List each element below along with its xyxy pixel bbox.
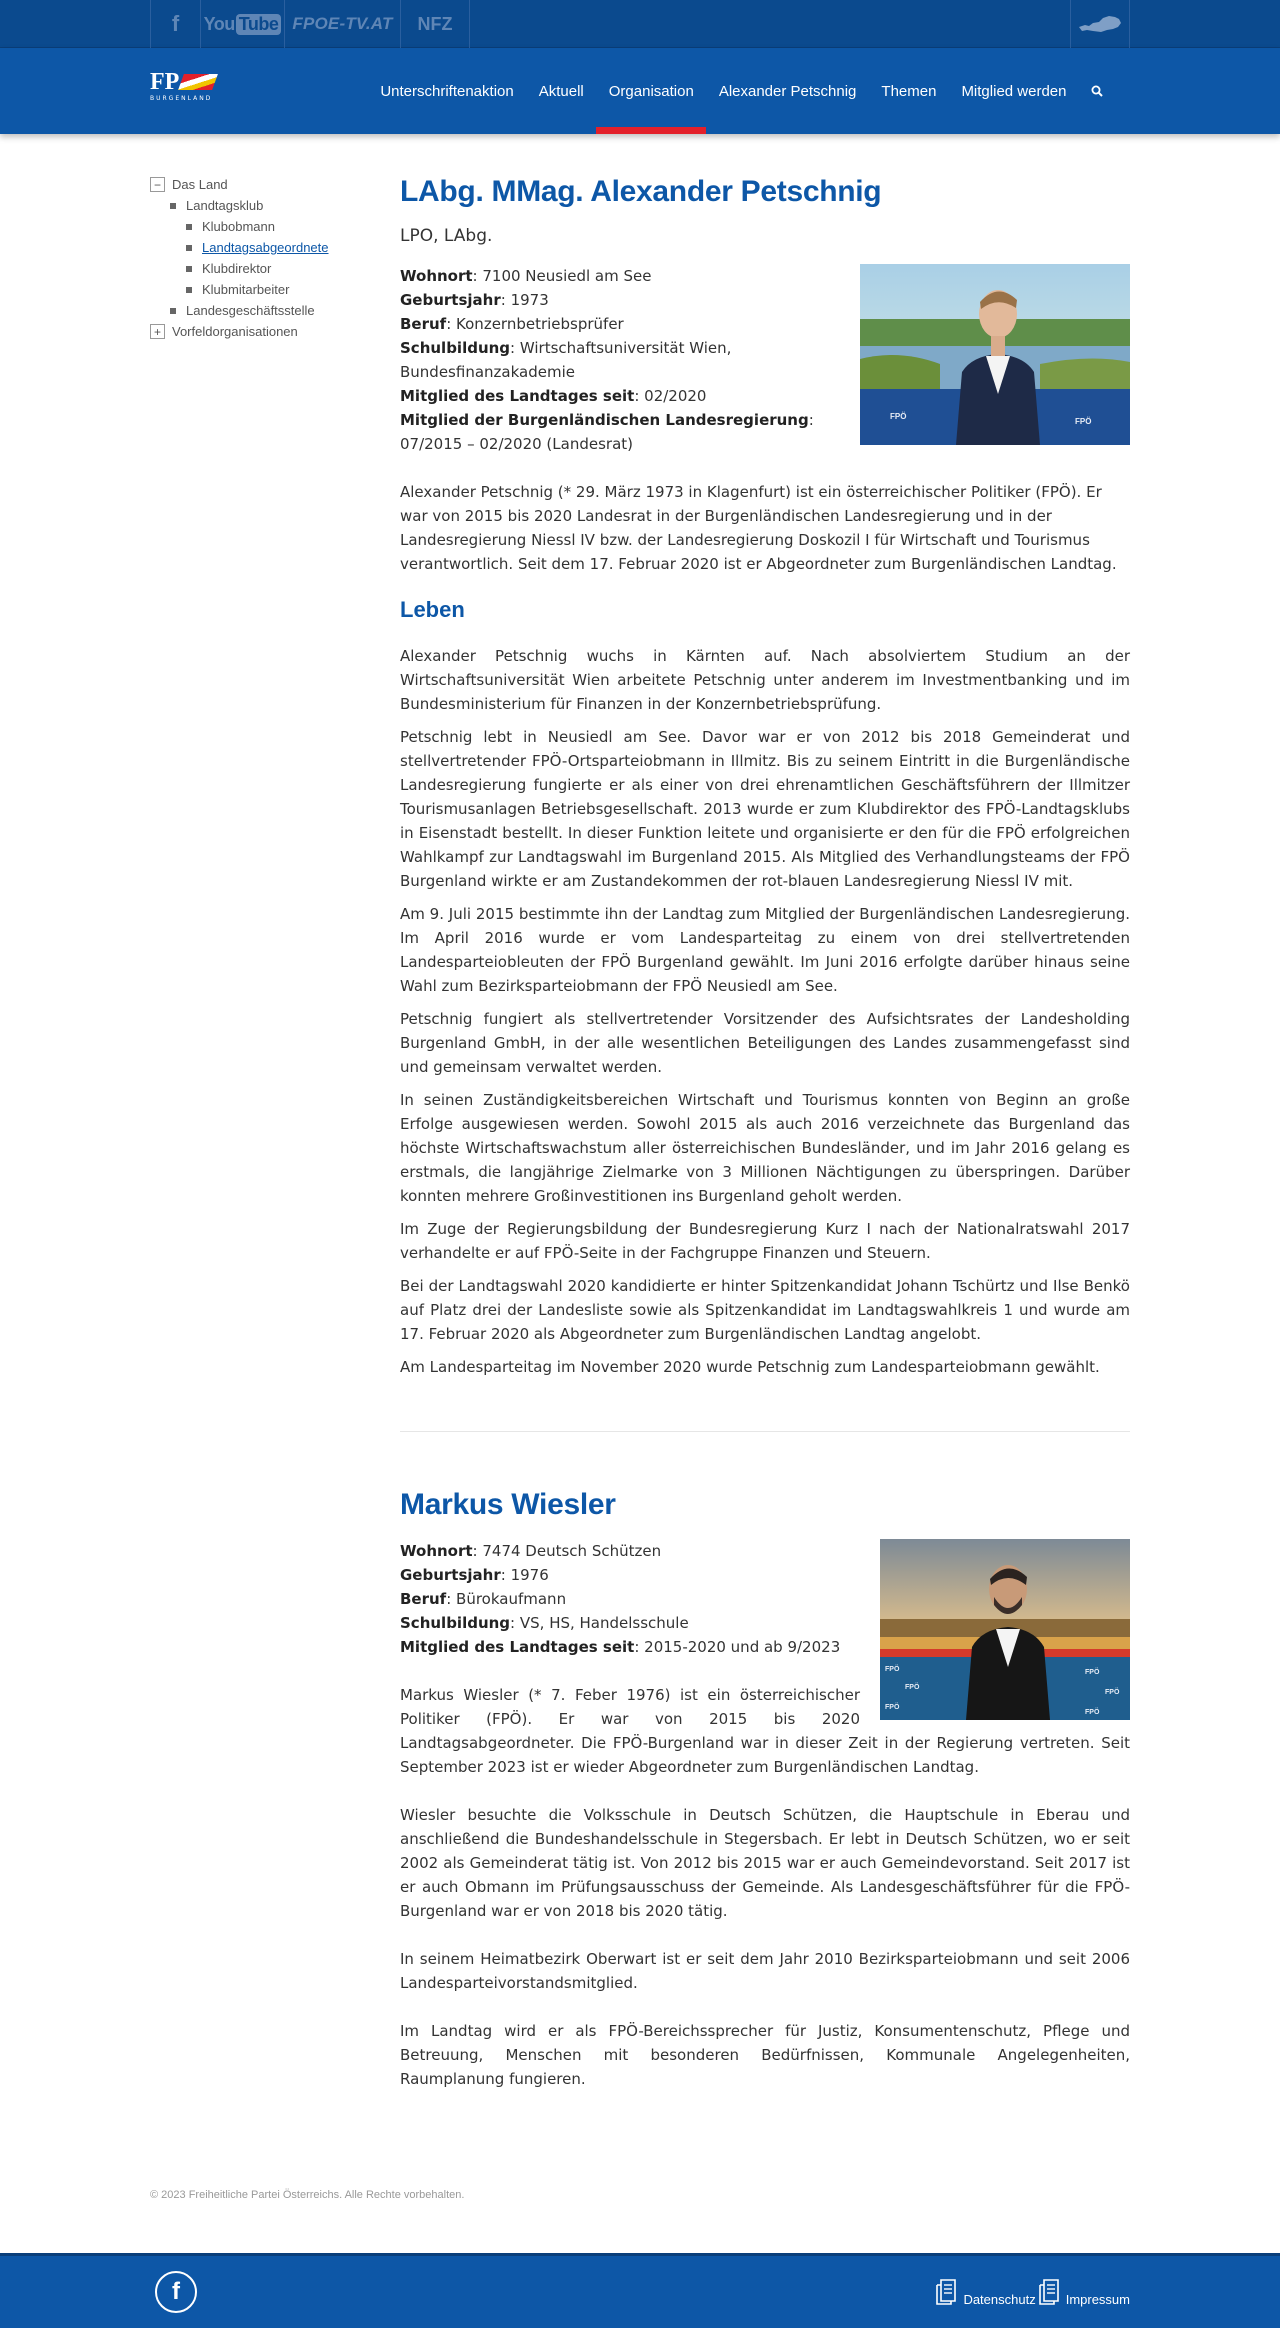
fact-value: : 7474 Deutsch Schützen [472,1542,662,1560]
austria-map-icon[interactable] [1070,0,1130,48]
leben-paragraph: In seinen Zuständigkeitsbereichen Wirtschaft und Tourismus konnten von Beginn an große Erfolge ausgewiesen werden. Sowohl 2015 als auch 2016 verzeichnete das Burgenland das höchste Wirtschaftswachstum aller österreichischen Bundesländer, und im Jahr 2016 gelang es erstmals, die langjährige Zielmarke von 3 Millionen Nächtigungen zu überspringen. Darüber konnten mehrere Großinvestitionen ins Burgenland geholt werden. [400,1091,1130,1205]
person2-paragraph: Wiesler besuchte die Volksschule in Deutsch Schützen, die Hauptschule in Eberau und anschließend die Bundeshandelsschule in Stegersbach. Er lebt in Deutsch Schützen, wo er seit 2002 als Gemeinderat tätig ist. Von 2012 bis 2015 war er auch Gemeindevorstand. Seit 2017 ist er auch Obmann im Prüfungsausschuss der Gemeinde. Als Landesgeschäftsführer für die FPÖ-Burgenland war er von 2018 bis 2020 tätig. [400,1806,1130,1920]
leben-paragraph: Petschnig lebt in Neusiedl am See. Davor war er von 2012 bis 2018 Gemeinderat und stellvertretender FPÖ-Ortsparteiobmann in Illmitz. Bis zu seinem Eintritt in die Burgenländische Landesregierung fungierte er als einer von drei ehrenamtlichen Geschäftsführern der Illmitzer Tourismusanlagen Betriebsgesellschaft. 2013 wurde er zum Klubdirektor des FPÖ-Landtagsklubs in Eisenstadt bestellt. In dieser Funktion leitete und organisierte er den für die FPÖ erfolgreichen Wahlkampf zur Landtagswahl im Burgenland 2015. Als Mitglied des Verhandlungsteams der FPÖ Burgenland wirkte er am Zustandekommen der rot-blauen Landesregierung Niessl IV mit. [400,728,1130,890]
sidebar-item-landtagsklub[interactable] [150,195,400,216]
nav-item-unterschriftenaktion[interactable]: Unterschriftenaktion [380,82,514,100]
footer-facebook-icon[interactable]: f [155,2271,197,2313]
social-links [150,0,470,48]
person2-profile [400,1539,1130,1779]
bullet-icon [170,308,176,314]
fact-label: Wohnort [400,1542,473,1560]
bullet-icon [186,287,192,293]
main-navigation [0,48,1280,134]
logo-flag [178,74,218,90]
bullet-icon [186,245,192,251]
fact-value: : Bürokaufmann [446,1590,567,1608]
sidebar-item-label: Landtagsklub [186,198,264,213]
svg-text:FPÖ: FPÖ [1105,1689,1120,1696]
person2-paragraph: In seinem Heimatbezirk Oberwart ist er seit dem Jahr 2010 Bezirksparteiobmann und seit 2006 Landesparteivorstandsmitglied. [400,1950,1130,1992]
portrait-photo-petschnig [860,264,1130,445]
fact-value: : 7100 Neusiedl am See [472,267,652,285]
sidebar-item-label: Klubmitarbeiter [202,282,290,297]
footer [0,2253,1280,2328]
search-icon[interactable] [1079,48,1115,134]
logo-mark [150,70,215,94]
sidebar-item-vorfeldorganisationen[interactable] [150,321,400,342]
svg-text:FPÖ: FPÖ [885,1666,900,1673]
leben-paragraph: Alexander Petschnig wuchs in Kärnten auf. Nach absolviertem Studium an der Wirtschaftsuniversität Wien arbeitete Petschnig unter anderem im Investmentbanking und im Bundesministerium für Finanzen in der Konzernbetriebsprüfung. [400,647,1130,713]
fact-label: Geburtsjahr [400,1566,501,1584]
facebook-icon[interactable]: f [150,0,200,48]
sidebar-item-label: Das Land [172,177,228,192]
copyright-text: © 2023 Freiheitliche Partei Österreichs. Alle Rechte vorbehalten. [150,2189,465,2201]
nav-item-alexander-petschnig[interactable]: Alexander Petschnig [718,82,857,100]
svg-text:FPÖ: FPÖ [885,1704,900,1711]
top-bar [0,0,1280,48]
svg-text:FPÖ: FPÖ [1075,417,1092,426]
leben-paragraph: Am Landesparteitag im November 2020 wurde Petschnig zum Landesparteiobmann gewählt. [400,1358,1100,1376]
portrait-image [860,264,1130,445]
austria-map-icon-svg [1077,13,1123,35]
fact-value: : 02/2020 [634,387,707,405]
sidebar-item-label: Klubobmann [202,219,275,234]
section-divider [400,1431,1130,1432]
svg-text:FPÖ: FPÖ [890,412,907,421]
sidebar-item-klubobmann[interactable] [150,216,400,237]
svg-text:FPÖ: FPÖ [1085,1669,1100,1676]
logo-subtitle: BURGENLAND [150,95,213,102]
footer-links [933,2277,1130,2307]
fact-schulbildung [400,336,790,384]
footer-link-label: Datenschutz [963,2292,1036,2307]
fact-value: : 1973 [500,291,549,309]
sidebar-item-das-land[interactable] [150,174,400,195]
sidebar-item-label: Klubdirektor [202,261,272,276]
fact-value: : VS, HS, Handelsschule [510,1614,689,1632]
collapse-icon[interactable]: − [150,177,165,192]
search-icon-svg [1091,85,1103,97]
nav-item-mitglied-werden[interactable]: Mitglied werden [961,82,1067,100]
fact-label: Schulbildung [400,339,511,357]
document-icon [1036,2277,1066,2307]
nav-item-aktuell[interactable]: Aktuell [538,82,584,100]
sidebar-item-landesgeschaeftsstelle[interactable] [150,300,400,321]
bullet-icon [186,266,192,272]
youtube-tube: Tube [236,14,282,35]
expand-icon[interactable]: + [150,324,165,339]
fpoe-tv-link[interactable]: FPOE-TV.AT [284,0,400,48]
bullet-icon [186,224,192,230]
nav-menu [368,48,1115,134]
leben-paragraph: Am 9. Juli 2015 bestimmte ihn der Landtag zum Mitglied der Burgenländischen Landesregierung. Im April 2016 wurde er vom Landesparteitag zu einem von drei stellvertretenden Landesparteiobleuten der FPÖ Burgenland gewählt. Im Juni 2016 erfolgte darüber hinaus seine Wahl zum Bezirksparteiobmann der FPÖ Neusiedl am See. [400,905,1130,995]
sidebar-tree [150,174,400,2091]
leben-paragraph: Bei der Landtagswahl 2020 kandidierte er hinter Spitzenkandidat Johann Tschürtz und Ilse Benkö auf Platz drei der Landesliste sowie als Spitzenkandidat im Landtagswahlkreis 1 und wurde am 17. Februar 2020 als Abgeordneter zum Burgenländischen Landtag angelobt. [400,1277,1130,1343]
fact-value: : 1976 [500,1566,549,1584]
footer-link-label: Impressum [1065,2292,1130,2307]
footer-link-impressum[interactable] [1036,2277,1130,2307]
fact-label: Beruf [400,315,447,333]
svg-text:FPÖ: FPÖ [905,1684,920,1691]
sidebar-item-klubdirektor[interactable] [150,258,400,279]
fact-label: Schulbildung [400,1614,511,1632]
svg-text:FPÖ: FPÖ [1085,1709,1100,1716]
main-content [400,174,1130,2091]
section-heading-leben: Leben [400,597,465,622]
fpoe-burgenland-logo[interactable] [150,48,215,134]
sidebar-item-label: Landesgeschäftsstelle [186,303,315,318]
sidebar-item-klubmitarbeiter[interactable] [150,279,400,300]
fact-label: Mitglied des Landtages seit [400,387,635,405]
leben-paragraph: Petschnig fungiert als stellvertretender Vorsitzender des Aufsichtsrates der Landesholding Burgenland GmbH, in der alle wesentlichen Beteiligungen des Landes zusammengefasst sind und gemeinsam verwaltet werden. [400,1010,1130,1076]
footer-link-datenschutz[interactable] [933,2277,1035,2307]
person2-paragraph: Im Landtag wird er als FPÖ-Bereichssprecher für Justiz, Konsumentenschutz, Pflege und Betreuung, Menschen mit besonderen Bedürfnissen, Kommunale Angelegenheiten, Raumplanung fungieren. [400,2022,1130,2088]
sidebar-item-label: Vorfeldorganisationen [172,324,298,339]
sidebar-item-landtagsabgeordnete[interactable] [150,237,400,258]
fact-mitglied-landesregierung [400,408,830,456]
page-title: LAbg. MMag. Alexander Petschnig [400,175,882,208]
fact-value: : Wirtschaftsuniversität Wien, Bundesfinanzakademie [400,339,732,381]
person1-intro: Alexander Petschnig (* 29. März 1973 in Klagenfurt) ist ein österreichischer Politiker (FPÖ). Er war von 2015 bis 2020 Landesrat in der Burgenländischen Landesregierung und in der Landesregierung Niessl IV bzw. der Landesregierung Doskozil I für Wirtschaft und Tourismus verantwortlich. Seit dem 17. Februar 2020 ist er Abgeordneter zum Burgenländischen Landtag. [400,483,1117,573]
logo-text: FP [150,69,180,95]
fact-label: Mitglied des Landtages seit [400,1638,635,1656]
youtube-you: You [203,13,235,34]
fact-label: Mitglied der Burgenländischen Landesregierung [400,411,809,429]
portrait-image [880,1539,1130,1720]
fact-label: Wohnort [400,267,473,285]
document-icon [933,2277,963,2307]
fact-value: : 07/2015 – 02/2020 (Landesrat) [400,411,814,453]
nav-item-organisation[interactable]: Organisation [596,48,706,134]
fact-label: Beruf [400,1590,447,1608]
fact-value: : Konzernbetriebsprüfer [446,315,624,333]
fact-label: Geburtsjahr [400,291,501,309]
person2-name: Markus Wiesler [400,1488,616,1521]
portrait-photo-wiesler [880,1539,1130,1720]
bullet-icon [170,203,176,209]
nav-item-themen[interactable]: Themen [881,82,937,100]
person1-profile [400,264,1130,456]
person2-paragraph: Markus Wiesler (* 7. Feber 1976) ist ein österreichischer Politiker (FPÖ). Er war von 2015 bis 2020 Landtagsabgeordneter. Die FPÖ-Burgenland war in dieser Zeit in der Regierung vertreten. Seit September 2023 ist er wieder Abgeordneter zum Burgenländischen Landtag. [400,1686,1130,1776]
youtube-link[interactable] [200,0,284,48]
person-role: LPO, LAbg. [400,226,493,246]
nfz-link[interactable]: NFZ [400,0,470,48]
leben-paragraph: Im Zuge der Regierungsbildung der Bundesregierung Kurz I nach der Nationalratswahl 2017 verhandelte er auf FPÖ-Seite in der Fachgruppe Finanzen und Steuern. [400,1220,1130,1262]
fact-value: : 2015-2020 und ab 9/2023 [634,1638,841,1656]
sidebar-item-label: Landtagsabgeordnete [202,240,329,255]
